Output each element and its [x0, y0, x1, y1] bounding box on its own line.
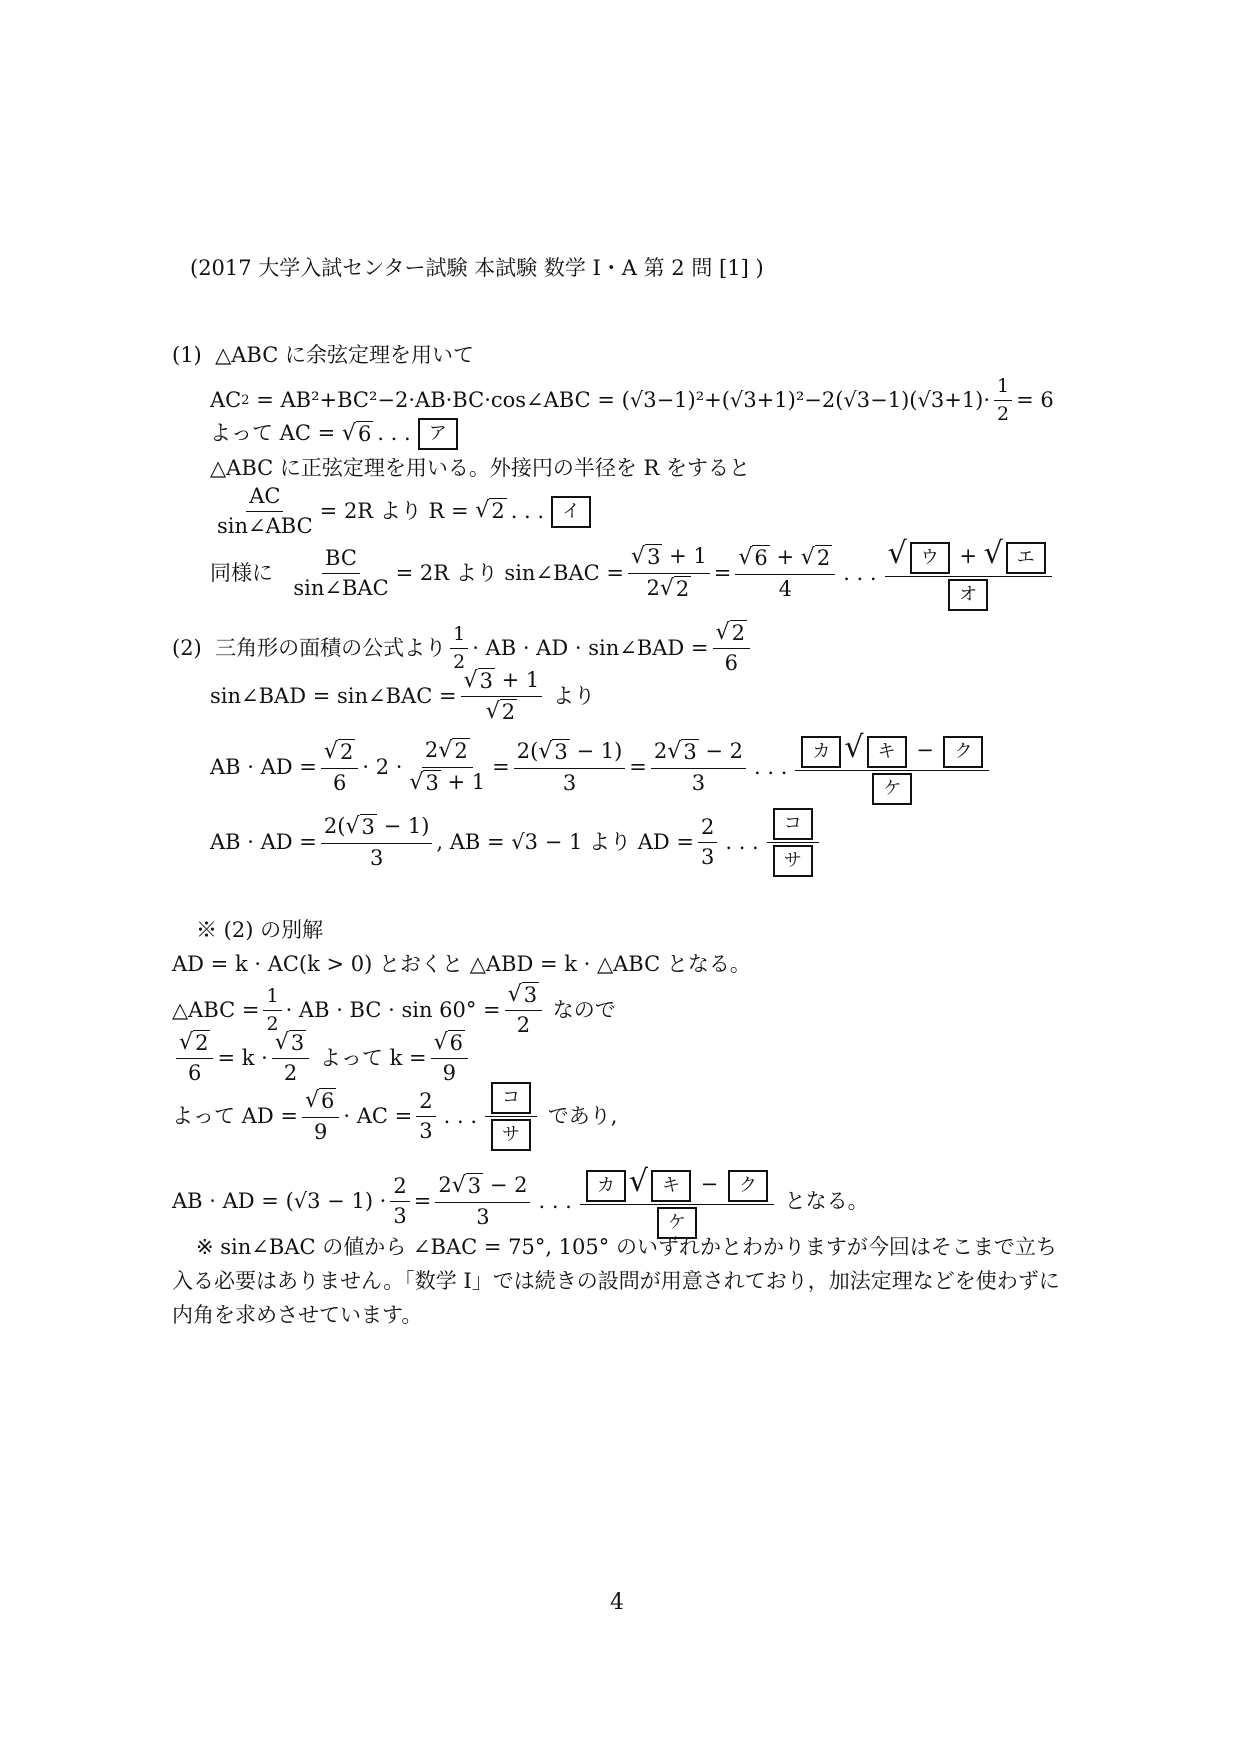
alt-line-3: √ 2 6 = k · √ 3 2 よって k = √ 6 9 — [172, 1030, 472, 1087]
answer-box-ka[interactable]: カ — [801, 736, 841, 768]
sine-intro: △ABC に正弦定理を用いる。外接円の半径を R をすると — [210, 456, 751, 480]
answer-box-i[interactable]: イ — [551, 496, 591, 528]
area-equation: (2) 三角形の面積の公式より $\frac{1}{2}$ · AB · AD · sin∠BAD = √ 2 6 — [172, 620, 754, 677]
answer-box-ko[interactable]: コ — [773, 808, 813, 840]
ac-result: よって AC = √ 6 . . . ア — [210, 418, 461, 450]
abad-equation: AB · AD = √ 2 6 · 2 · 2 √ 2 √ 3 + 1 = 2( √ 3 − 1) 3 = 2 √ 3 − 2 3 . . . $\frac{\text{カ √ キ − ク}}{\text{ケ}}$ — [210, 730, 993, 805]
answer-box-ku[interactable]: ク — [943, 736, 983, 768]
cosine-equation: AC 2 = AB²+BC²−2·AB·BC·cos∠ABC = (√3−1)²+(√3+1)²−2(√3−1)(√3+1)· $\frac{1}{2}$ = 6 — [210, 375, 1054, 425]
answer-box-u[interactable]: ウ — [910, 542, 950, 574]
answer-box-a[interactable]: ア — [418, 418, 458, 450]
closing-note: ※ sin∠BAC の値から ∠BAC = 75°, 105° のいずれかとわかりますが今回はそこまで立ち入る必要はありません。「数学 I」では続きの設問が用意されており，加法定理などを使わずに内角を求めさせています。 — [172, 1235, 1060, 1327]
alt-answer-box-ko[interactable]: コ — [491, 1082, 531, 1114]
alt-answer-box-ku[interactable]: ク — [728, 1170, 768, 1202]
fraction-half: $\frac{1}{2}$ — [994, 375, 1012, 426]
part2-label: (2) — [172, 635, 202, 660]
alt-answer-box-ka[interactable]: カ — [586, 1170, 626, 1202]
answer-box-sa[interactable]: サ — [773, 845, 813, 877]
alt-answer-fraction-kosa — [485, 1082, 537, 1151]
alt-title: ※ (2) の別解 — [196, 918, 324, 942]
part1-label: (1) — [172, 343, 202, 367]
alt-answer-box-ke[interactable]: ケ — [657, 1207, 697, 1239]
answer-box-o[interactable]: オ — [948, 579, 988, 611]
answer-fraction-kakikuke: $\frac{\text{カ √ キ − ク}}{\text{ケ}}$ — [795, 730, 989, 805]
radius-equation: $\frac{AC}{\text{sin∠ABC}}$ = 2R より R = √ 2 . . . イ — [210, 484, 594, 539]
page-number: 4 — [610, 1590, 624, 1615]
answer-box-e[interactable]: エ — [1006, 542, 1046, 574]
alt-answer-box-sa[interactable]: サ — [491, 1119, 531, 1151]
ad-equation: AB · AD = 2( √ 3 − 1) 3 , AB = √3 − 1 より AD = $\frac{2}{3}$ . . . $\frac{\text{コ}}{\text{サ}}$ — [210, 808, 823, 877]
answer-fraction-kosa — [767, 808, 819, 877]
part1-intro-text: △ABC に余弦定理を用いて — [215, 343, 474, 367]
alt-line-2: △ABC = $\frac{1}{2}$ · AB · BC · sin 60° = √ 3 2 なので — [172, 982, 616, 1038]
answer-box-ki[interactable]: キ — [867, 736, 907, 768]
sin-bad-equation: sin∠BAD = sin∠BAC = √ 3 + 1 √ 2 より — [210, 668, 595, 725]
part1-intro — [172, 343, 474, 368]
alt-answer-box-ki[interactable]: キ — [651, 1170, 691, 1202]
alt-answer-fraction-kakikuke: $\frac{\text{カ √ キ − ク}}{\text{ケ}}$ — [580, 1164, 774, 1239]
alt-line-5: AB · AD = (√3 − 1) · $\frac{2}{3}$ = 2 √ 3 − 2 3 . . . $\frac{\text{カ √ キ − ク}}{\text{ケ}}$ となる。 — [172, 1164, 869, 1239]
answer-fraction-ueo: $\frac{\text{√ ウ + √ エ}}{\text{オ}}$ — [885, 536, 1052, 611]
answer-box-ke[interactable]: ケ — [872, 773, 912, 805]
header: (2017 大学入試センター試験 本試験 数学 I・A 第 2 問 [1] ) — [190, 256, 764, 280]
alt-line-4: よって AD = √ 6 9 · AC = $\frac{2}{3}$ . . . $\frac{\text{コ}}{\text{サ}}$ であり, — [172, 1082, 617, 1151]
sin-bac-equation: 同様に $\frac{BC}{\text{sin∠BAC}}$ = 2R より sin∠BAC = √ 3 + 1 2 √ 2 = √ 6 + √ 2 4 . . . $\frac{\text{√ ウ + √ エ}}{\text{オ}}$ — [210, 536, 1056, 611]
alt-line-1: AD = k · AC(k > 0) とおくと △ABD = k · △ABC となる。 — [172, 952, 751, 976]
